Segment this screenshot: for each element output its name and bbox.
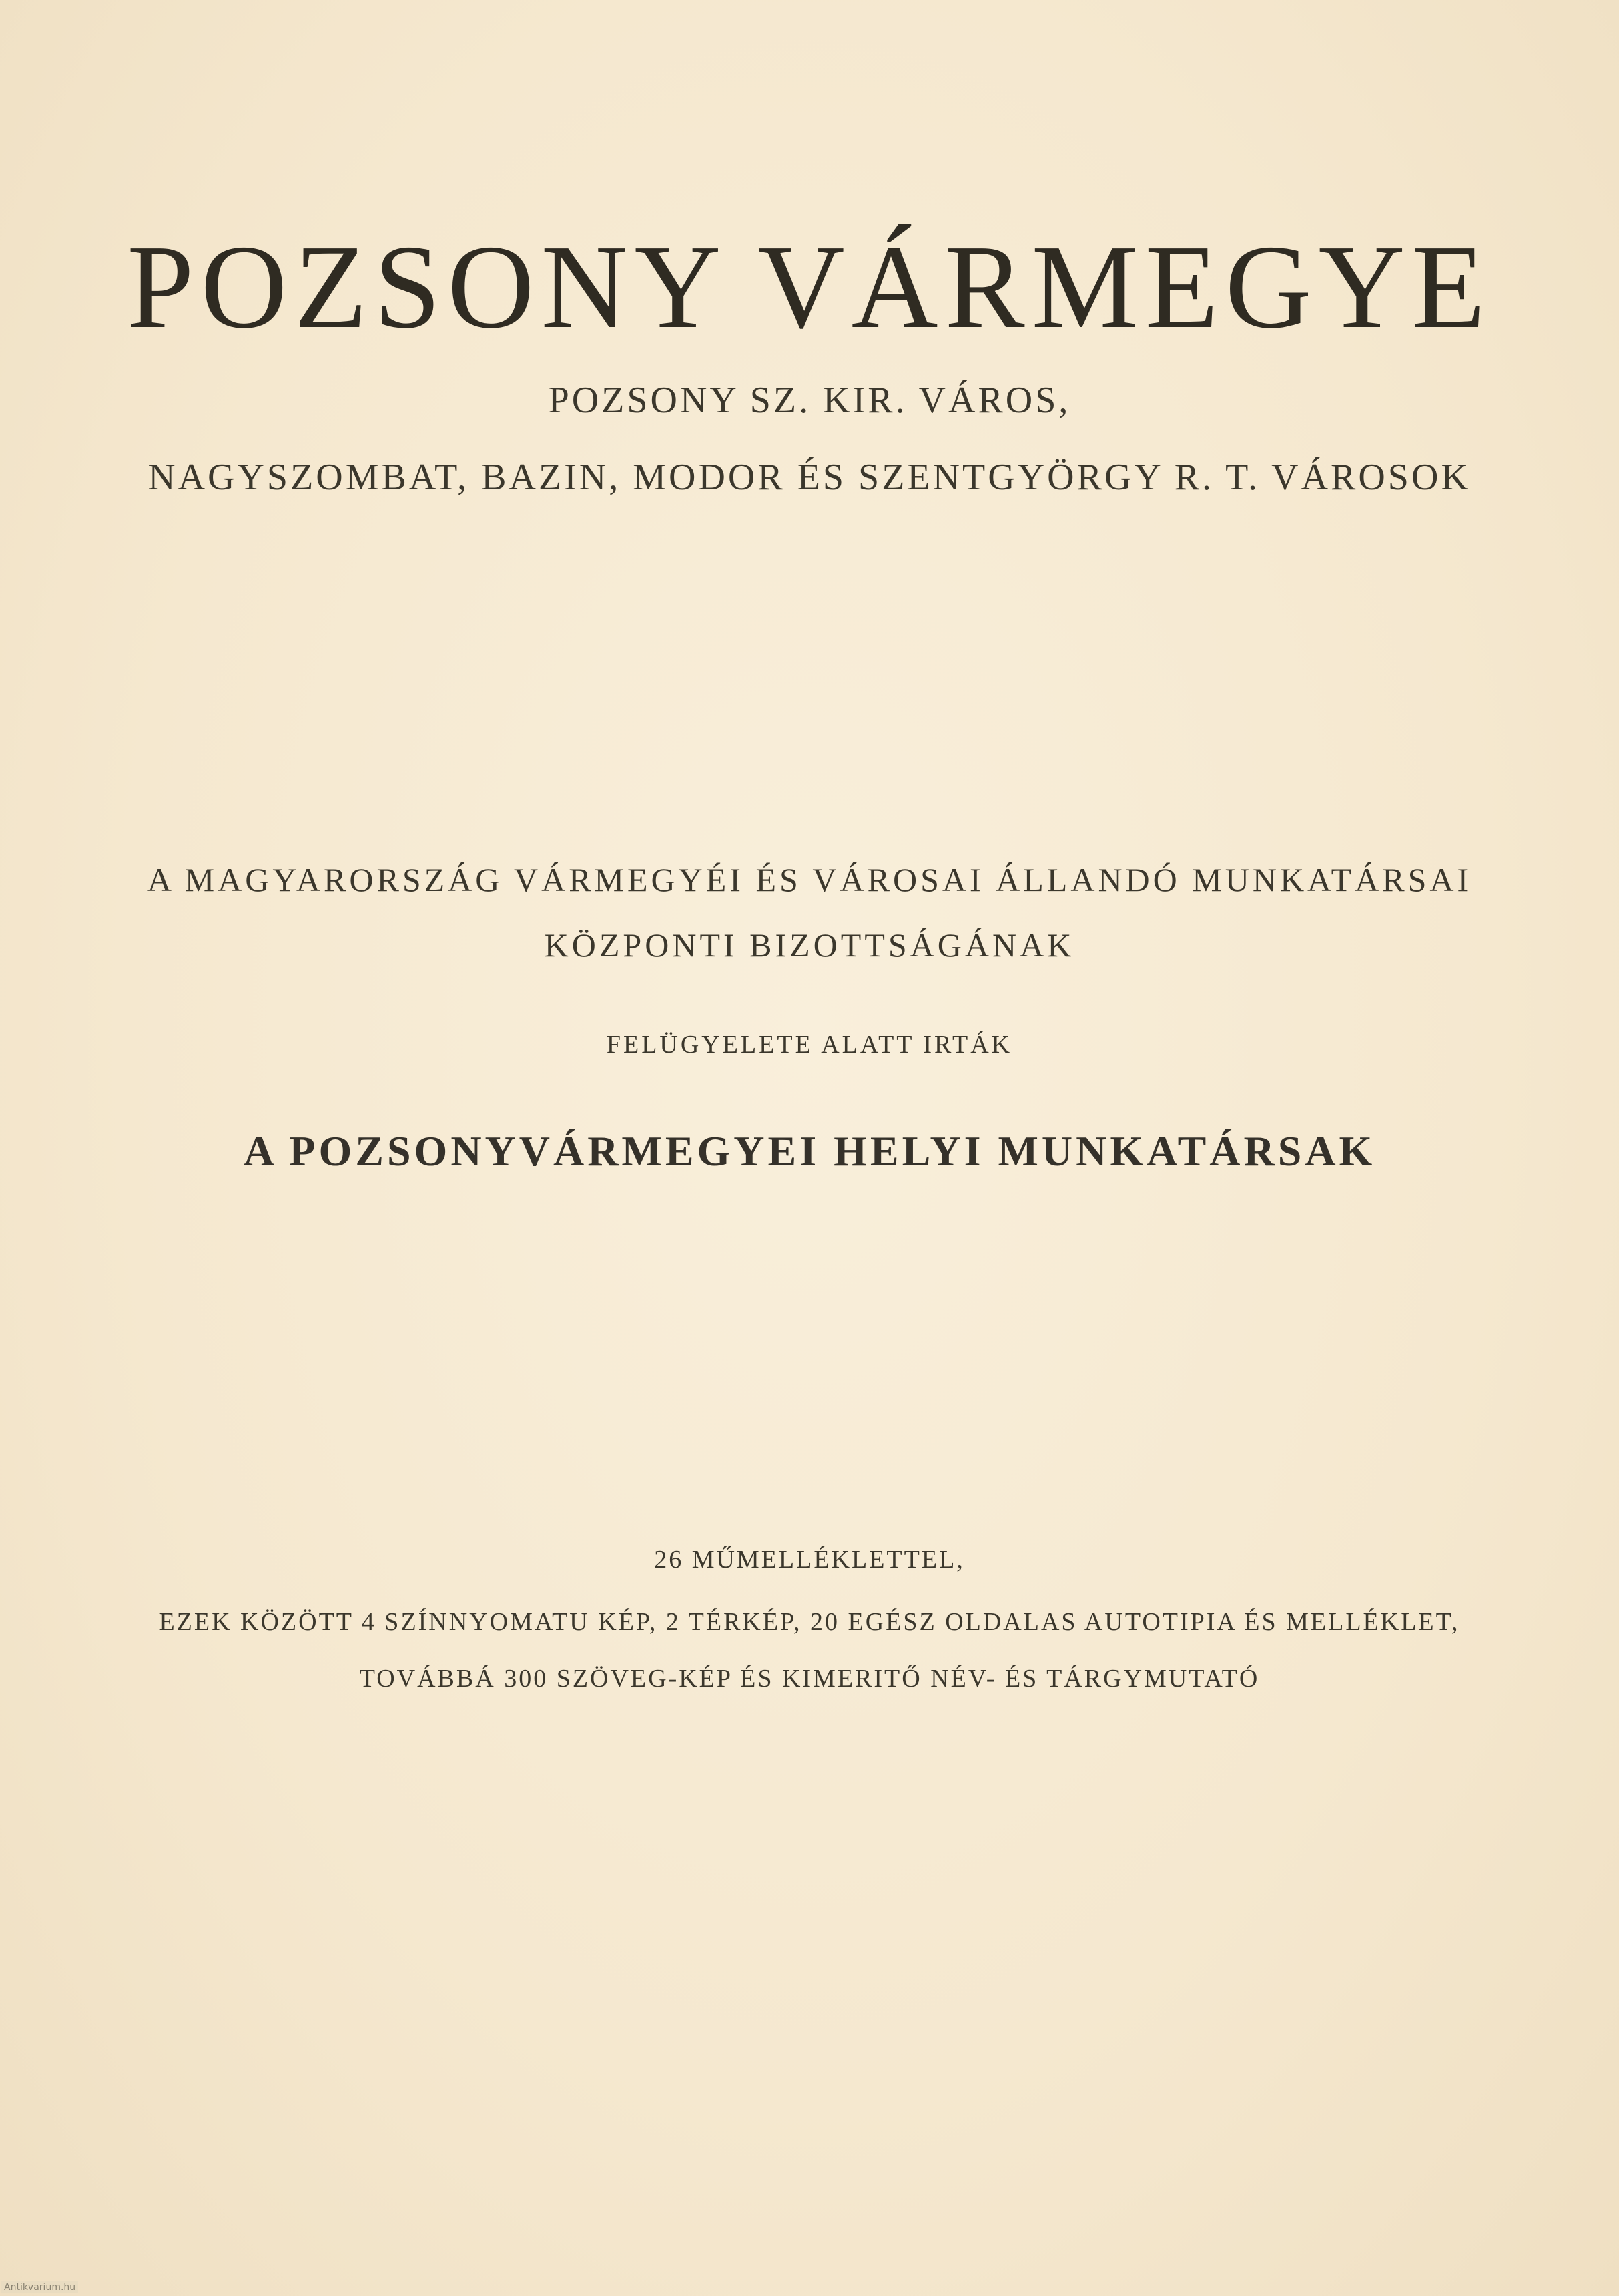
contents-line-2: EZEK KÖZÖTT 4 SZÍNNYOMATU KÉP, 2 TÉRKÉP, 20 EGÉSZ OLDALAS AUTOTIPIA ÉS MELLÉKLET,	[159, 1608, 1460, 1636]
contents-line-1: 26 MŰMELLÉKLETTEL,	[654, 1546, 965, 1574]
credits-line-2: KÖZPONTI BIZOTTSÁGÁNAK	[544, 926, 1075, 964]
watermark-label: Antikvarium.hu	[1, 2281, 78, 2293]
credits-line-3: FELÜGYELETE ALATT IRTÁK	[606, 1031, 1013, 1059]
subtitle-line-2: NAGYSZOMBAT, BAZIN, MODOR ÉS SZENTGYÖRGY R. T. VÁROSOK	[148, 457, 1471, 498]
authors-line: A POZSONYVÁRMEGYEI HELYI MUNKATÁRSAK	[243, 1127, 1376, 1175]
contents-line-3: TOVÁBBÁ 300 SZÖVEG-KÉP ÉS KIMERITŐ NÉV- ÉS TÁRGYMUTATÓ	[359, 1665, 1260, 1693]
subtitle-line-1: POZSONY SZ. KIR. VÁROS,	[548, 380, 1071, 421]
book-title: POZSONY VÁRMEGYE	[127, 220, 1492, 353]
credits-line-1: A MAGYARORSZÁG VÁRMEGYÉI ÉS VÁROSAI ÁLLANDÓ MUNKATÁRSAI	[147, 861, 1472, 898]
